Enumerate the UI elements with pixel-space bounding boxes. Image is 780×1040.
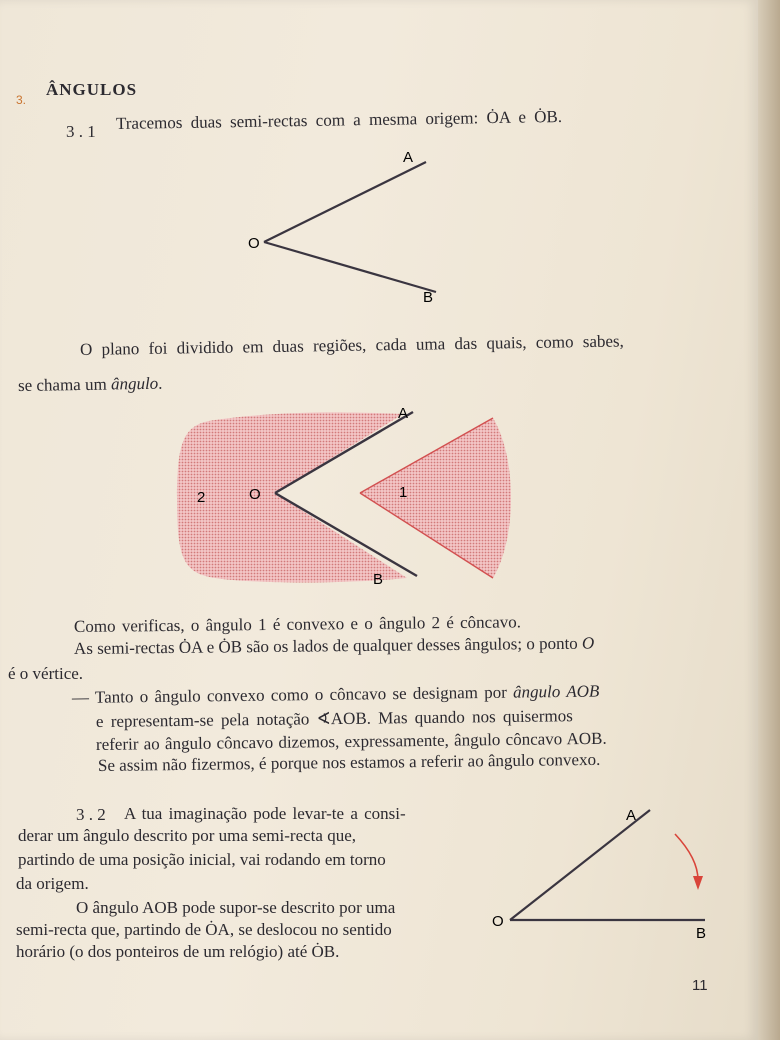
label-a: A [403, 149, 414, 166]
label-o: O [492, 913, 504, 930]
para1-line2-prefix: se chama um [17, 374, 112, 395]
page-edge [758, 0, 780, 1040]
para2-line2 [74, 634, 594, 659]
para1-line2 [18, 374, 163, 396]
label-o: O [248, 235, 260, 252]
s32-line2: derar um ângulo descrito por uma semi-recta que, [18, 826, 356, 845]
figure-angle-rays [240, 140, 450, 315]
label-a: A [626, 807, 637, 824]
label-b: B [423, 289, 434, 306]
ray-oa [264, 162, 426, 242]
section-number: 3. [16, 93, 27, 107]
para1-term-angulo: ângulo [110, 373, 159, 394]
page-number: 11 [692, 977, 708, 994]
label-b: B [373, 571, 384, 588]
section-title: ÂNGULOS [46, 80, 138, 99]
note-line4: Se assim não fizermos, é porque nos estamos a referir ao ângulo convexo. [97, 749, 601, 775]
note-line1-prefix: — Tanto o ângulo convexo como o côncavo se designam por [71, 682, 514, 707]
note-term-angulo-aob: ângulo AOB [513, 681, 600, 702]
s32-line4: da origem. [16, 874, 89, 893]
s32-line5: O ângulo AOB pode supor-se descrito por uma [76, 898, 396, 917]
region-label-1: 1 [399, 484, 408, 501]
region-label-2: 2 [197, 489, 206, 506]
ray-oa [510, 810, 650, 920]
s32-line7: horário (o dos ponteiros de um relógio) até ȮB. [16, 942, 340, 961]
rotation-arrowhead-icon [693, 876, 703, 890]
subsection-3-2-number: 3 . 2 [76, 805, 106, 824]
subsection-3-1-text: Tracemos duas semi-rectas com a mesma origem: ȮA e ȮB. [115, 106, 563, 133]
para2-line1: Como verificas, o ângulo 1 é convexo e o ângulo 2 é côncavo. [73, 612, 522, 636]
figure-two-regions [175, 398, 525, 593]
note-line2: e representam-se pela notação ∢AOB. Mas quando nos quisermos [95, 706, 573, 731]
note-line3: referir ao ângulo côncavo dizemos, expressamente, ângulo côncavo AOB. [95, 728, 607, 754]
note-line1 [72, 682, 600, 708]
para2-vertex-var: O [581, 633, 595, 653]
subsection-3-1-number: 3 . 1 [66, 122, 96, 141]
s32-line6: semi-recta que, partindo de ȮA, se deslocou no sentido [16, 920, 392, 939]
rotation-arrow-icon [675, 834, 698, 880]
label-b: B [696, 925, 707, 942]
para1-line2-suffix: . [158, 373, 163, 393]
para2-line3: é o vértice. [8, 664, 84, 683]
label-a: A [398, 405, 409, 422]
figure-rotating-ray [480, 800, 720, 945]
region-1-shape [360, 418, 511, 578]
s32-line1: A tua imaginação pode levar-te a consi- [124, 804, 406, 823]
s32-line3: partindo de uma posição inicial, vai rodando em torno [18, 850, 386, 869]
label-o: O [249, 486, 261, 503]
ray-ob [264, 242, 436, 292]
para1-line1: O plano foi dividido em duas regiões, cada uma das quais, como sabes, [79, 331, 624, 359]
para2-line2-prefix: As semi-rectas ȮA e ȮB são os lados de qualquer desses ângulos; o ponto [73, 633, 583, 658]
